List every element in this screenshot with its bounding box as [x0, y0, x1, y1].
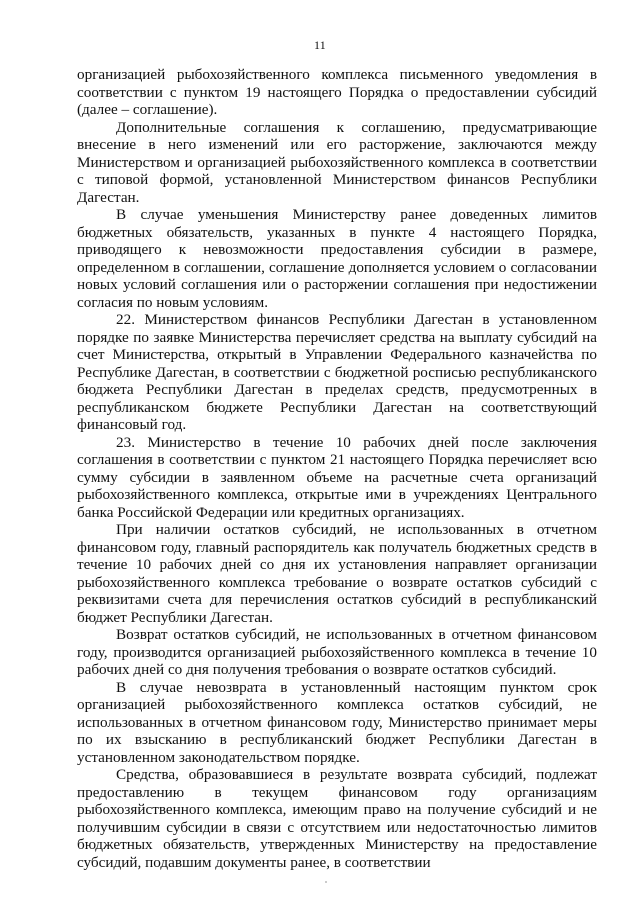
page-number: 11 — [314, 38, 326, 52]
paragraph-additional-agreements: Дополнительные соглашения к соглашению, предусматривающие внесение в него изменений или его расторжение, заключаются между Министерством и организацией рыбохозяйственного комплекса в соответствии с типовой формой, установленной Министерством финансов Республики Дагестан. — [77, 118, 597, 206]
paragraph-continuation: организацией рыбохозяйственного комплекса письменного уведомления в соответствии с пунктом 19 настоящего Порядка о предоставлении субсидий (далее – соглашение). — [77, 66, 597, 118]
scan-speck — [325, 881, 327, 883]
paragraph-item-23: 23. Министерство в течение 10 рабочих дней после заключения соглашения в соответствии с пунктом 21 настоящего Порядка перечисляет всю сумму субсидии в заявленном объеме на расчетные счета организаций рыбохозяйственного комплекса, открытые ими в учреждениях Центрального банка Российской Федерации или кредитных организациях. — [77, 433, 597, 521]
paragraph-non-return: В случае невозврата в установленный настоящим пунктом срок организацией рыбохозяйственного комплекса остатков субсидий, не использованных в отчетном финансовом году, Министерство принимает меры по их взысканию в республиканский бюджет Республики Дагестан в установленном законодательством порядке. — [77, 678, 597, 766]
paragraph-limits-reduction: В случае уменьшения Министерству ранее доведенных лимитов бюджетных обязательств, указанных в пункте 4 настоящего Порядка, приводящего к невозможности предоставления субсидии в размере, определенном в соглашении, соглашение дополняется условием о согласовании новых условий соглашения или о расторжении соглашения при недостижении согласия по новым условиям. — [77, 206, 597, 311]
paragraph-return-of-balances: Возврат остатков субсидий, не использованных в отчетном финансовом году, производится организацией рыбохозяйственного комплекса в течение 10 рабочих дней со дня получения требования о возврате остатков субсидий. — [77, 626, 597, 678]
paragraph-returned-funds: Средства, образовавшиеся в результате возврата субсидий, подлежат предоставлению в текущем финансовом году организациям рыбохозяйственного комплекса, имеющим право на получение субсидий и не получившим субсидии в связи с отсутствием или недостаточностью лимитов бюджетных обязательств, утвержденных Министерству на предоставление субсидий, подавшим документы ранее, в соответствии — [77, 766, 597, 871]
paragraph-item-22: 22. Министерством финансов Республики Дагестан в установленном порядке по заявке Министерства перечисляет средства на выплату субсидий на счет Министерства, открытый в Управлении Федерального казначейства по Республике Дагестан, в соответствии с бюджетной росписью республиканского бюджета Республики Дагестан в пределах средств, предусмотренных в республиканском бюджете Республики Дагестан на соответствующий финансовый год. — [77, 311, 597, 433]
paragraph-unused-balances: При наличии остатков субсидий, не использованных в отчетном финансовом году, главный распорядитель как получатель бюджетных средств в течение 10 рабочих дней со дня их установления направляет организации рыбохозяйственного комплекса требование о возврате остатков субсидий с реквизитами счета для перечисления остатков субсидий в республиканский бюджет Республики Дагестан. — [77, 521, 597, 626]
document-body — [77, 66, 597, 871]
